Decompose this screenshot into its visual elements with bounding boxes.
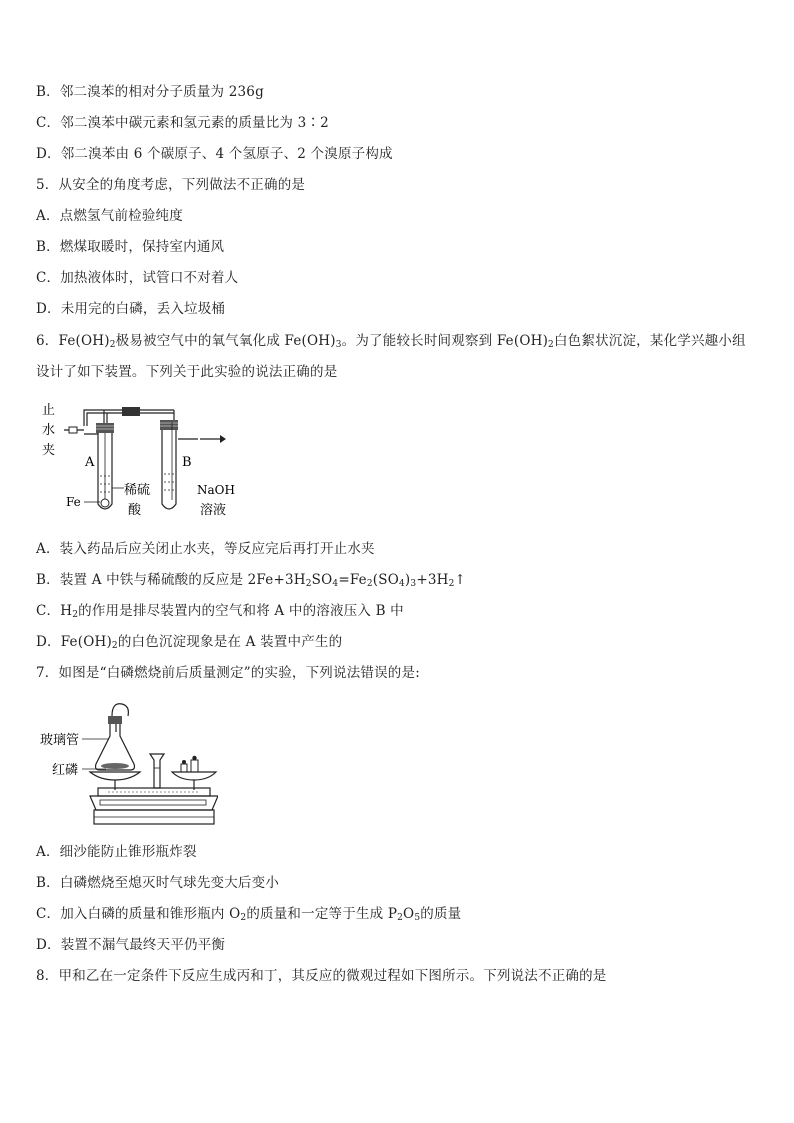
clamp-label-2: 水 — [42, 423, 56, 438]
label-naoh-2: 溶液 — [200, 503, 227, 518]
clamp-label-1: 止 — [42, 403, 56, 418]
q5-stem: 5．从安全的角度考虑，下列做法不正确的是 — [36, 177, 306, 193]
fe-oh2-apparatus-figure — [38, 396, 248, 526]
q6-option-a: A．装入药品后应关闭止水夹，等反应完后再打开止水夹 — [36, 541, 375, 557]
label-a: A — [85, 455, 95, 470]
q5-option-a: A．点燃氢气前检验纯度 — [36, 208, 183, 224]
q8-stem: 8．甲和乙在一定条件下反应生成丙和丁，其反应的微观过程如下图所示。下列说法不正确的是 — [36, 968, 607, 984]
q5-option-b: B．燃煤取暖时，保持室内通风 — [36, 239, 225, 255]
q6-option-b: B．装置 A 中铁与稀硫酸的反应是 $2Fe+3H_2SO_4=Fe_2(SO_4)_3+3H_2↑$ — [36, 572, 467, 589]
q4-option-c: C．邻二溴苯中碳元素和氢元素的质量比为 3∶2 — [36, 115, 329, 131]
label-naoh-1: NaOH — [197, 483, 235, 497]
q7-option-a: A．细沙能防止锥形瓶炸裂 — [36, 844, 197, 860]
label-glass-tube: 玻璃管 — [40, 733, 80, 748]
balance-flask-figure — [38, 698, 218, 828]
q7-option-d: D．装置不漏气最终天平仍平衡 — [36, 937, 226, 953]
q4-option-b: B．邻二溴苯的相对分子质量为 236g — [36, 84, 264, 100]
label-fe: Fe — [66, 495, 81, 509]
label-red-phosphorus: 红磷 — [52, 763, 79, 778]
q5-option-c: C．加热液体时，试管口不对着人 — [36, 270, 239, 286]
q5-option-d: D．未用完的白磷，丢入垃圾桶 — [36, 301, 226, 317]
q6-option-d: D．$Fe(OH)_2$的白色沉淀现象是在 A 装置中产生的 — [36, 634, 343, 651]
clamp-label-3: 夹 — [42, 443, 56, 458]
q7-stem: 7．如图是“白磷燃烧前后质量测定”的实验，下列说法错误的是: — [36, 665, 420, 681]
q6-option-c: C．$H_2$的作用是排尽装置内的空气和将 A 中的溶液压入 B 中 — [36, 603, 404, 620]
q6-stem: 6．$Fe(OH)_2$极易被空气中的氧气氧化成 $Fe(OH)_3$。为了能较长时间观察到 $Fe(OH)_2$白色絮状沉淀，某化学兴趣小组设计了如下装置。下列关于此实验的说法正确的是 — [36, 333, 746, 380]
q7-option-c: C．加入白磷的质量和锥形瓶内 $O_2$的质量和一定等于生成 $P_2O_5$的质量 — [36, 906, 462, 923]
label-acid-2: 酸 — [128, 503, 142, 518]
q4-option-d: D．邻二溴苯由 6 个碳原子、4 个氢原子、2 个溴原子构成 — [36, 146, 393, 162]
label-b: B — [182, 455, 192, 470]
q7-option-b: B．白磷燃烧至熄灭时气球先变大后变小 — [36, 875, 280, 891]
label-acid-1: 稀硫 — [124, 483, 151, 498]
